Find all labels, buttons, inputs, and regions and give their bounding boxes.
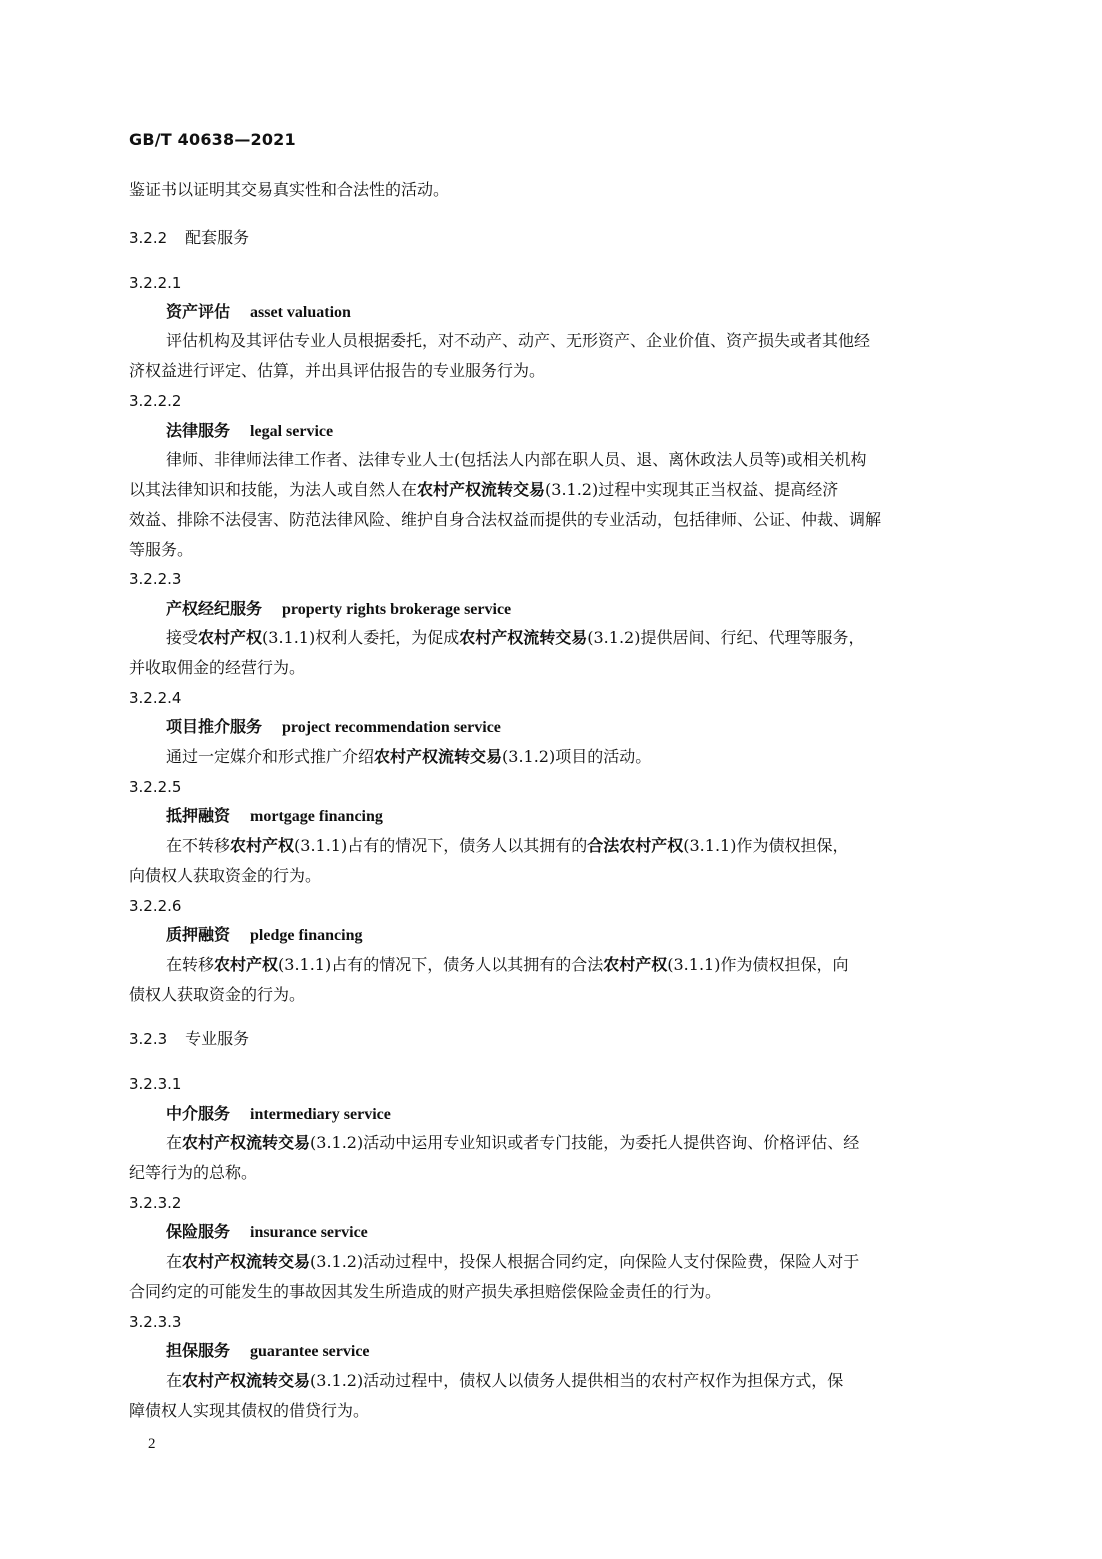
term-number: 3.2.3.1: [129, 1075, 182, 1093]
term-number: 3.2.2.1: [129, 274, 182, 292]
term-heading: [166, 421, 989, 442]
section-title: 专业服务: [185, 1029, 250, 1048]
term-reference: 农村产权流转交易: [374, 747, 503, 766]
term-en: mortgage financing: [250, 808, 383, 825]
term-cn: 保险服务: [166, 1222, 231, 1241]
definition-line: 纪等行为的总称。: [129, 1163, 258, 1182]
definition-line: 以其法律知识和技能，为法人或自然人在农村产权流转交易(3.1.2)过程中实现其正当权益、提高经济: [129, 480, 839, 499]
definition-line: 障债权人实现其债权的借贷行为。: [129, 1401, 370, 1420]
definition-line: 在农村产权流转交易(3.1.2)活动过程中，投保人根据合同约定，向保险人支付保险费，保险人对于: [166, 1252, 860, 1271]
definition-line: 效益、排除不法侵害、防范法律风险、维护自身合法权益而提供的专业活动，包括律师、公证、仲裁、调解: [129, 510, 882, 529]
term-en: intermediary service: [250, 1106, 391, 1123]
term-number: 3.2.3.2: [129, 1194, 182, 1212]
term-en: asset valuation: [250, 304, 351, 321]
section-number: 3.2.2: [129, 229, 168, 247]
term-heading: [166, 1104, 989, 1125]
term-heading: [166, 925, 989, 946]
term-reference: 农村产权: [198, 628, 263, 647]
page-number: 2: [148, 1436, 156, 1452]
definition-line: 评估机构及其评估专业人员根据委托，对不动产、动产、无形资产、企业价值、资产损失或者其他经: [166, 331, 871, 350]
term-number: 3.2.2.4: [129, 689, 182, 707]
intro-line: 鉴证书以证明其交易真实性和合法性的活动。: [129, 180, 450, 199]
term-reference: 农村产权: [603, 955, 668, 974]
definition-line: 等服务。: [129, 540, 194, 559]
definition-line: 在农村产权流转交易(3.1.2)活动中运用专业知识或者专门技能，为委托人提供咨询、价格评估、经: [166, 1133, 860, 1152]
term-reference: 农村产权流转交易: [182, 1371, 311, 1390]
term-reference: 农村产权: [230, 836, 295, 855]
term-en: legal service: [250, 423, 334, 440]
term-heading: [166, 1341, 989, 1362]
term-reference: 合法农村产权: [587, 836, 684, 855]
definition-line: 并收取佣金的经营行为。: [129, 658, 306, 677]
section-heading-3-2-2: [129, 228, 989, 248]
term-number: 3.2.2.3: [129, 570, 182, 588]
section-number: 3.2.3: [129, 1030, 168, 1048]
term-cn: 法律服务: [166, 421, 231, 440]
term-heading: [166, 806, 989, 827]
term-cn: 质押融资: [166, 925, 231, 944]
term-cn: 产权经纪服务: [166, 599, 263, 618]
definition-line: 律师、非律师法律工作者、法律专业人士(包括法人内部在职人员、退、离休政法人员等)或相关机构: [166, 450, 867, 469]
section-heading-3-2-3: [129, 1029, 989, 1049]
term-en: project recommendation service: [282, 719, 501, 736]
term-cn: 抵押融资: [166, 806, 231, 825]
definition-line: 通过一定媒介和形式推广介绍农村产权流转交易(3.1.2)项目的活动。: [166, 747, 652, 766]
term-reference: 农村产权流转交易: [417, 480, 546, 499]
term-cn: 中介服务: [166, 1104, 231, 1123]
term-en: guarantee service: [250, 1343, 370, 1360]
term-reference: 农村产权流转交易: [182, 1252, 311, 1271]
term-heading: [166, 717, 989, 738]
term-en: pledge financing: [250, 927, 363, 944]
term-number: 3.2.2.2: [129, 392, 182, 410]
definition-line: 向债权人获取资金的行为。: [129, 866, 322, 885]
term-number: 3.2.3.3: [129, 1313, 182, 1331]
term-heading: [166, 302, 989, 323]
definition-line: 合同约定的可能发生的事故因其发生所造成的财产损失承担赔偿保险金责任的行为。: [129, 1282, 722, 1301]
definition-line: 债权人获取资金的行为。: [129, 985, 306, 1004]
term-cn: 资产评估: [166, 302, 231, 321]
section-title: 配套服务: [185, 228, 250, 247]
term-en: property rights brokerage service: [282, 601, 512, 618]
term-cn: 项目推介服务: [166, 717, 263, 736]
term-number: 3.2.2.5: [129, 778, 182, 796]
definition-line: 在农村产权流转交易(3.1.2)活动过程中，债权人以债务人提供相当的农村产权作为担保方式，保: [166, 1371, 844, 1390]
term-reference: 农村产权流转交易: [182, 1133, 311, 1152]
term-reference: 农村产权流转交易: [459, 628, 588, 647]
term-heading: [166, 599, 989, 620]
definition-line: 在转移农村产权(3.1.1)占有的情况下，债务人以其拥有的合法农村产权(3.1.1)作为债权担保，向: [166, 955, 849, 974]
term-reference: 农村产权: [214, 955, 279, 974]
definition-line: 接受农村产权(3.1.1)权利人委托，为促成农村产权流转交易(3.1.2)提供居间、行纪、代理等服务，: [166, 628, 865, 647]
definition-line: 济权益进行评定、估算，并出具评估报告的专业服务行为。: [129, 361, 546, 380]
term-en: insurance service: [250, 1224, 368, 1241]
standard-id-header: GB/T 40638—2021: [129, 130, 296, 149]
term-heading: [166, 1222, 989, 1243]
term-number: 3.2.2.6: [129, 897, 182, 915]
term-cn: 担保服务: [166, 1341, 231, 1360]
definition-line: 在不转移农村产权(3.1.1)占有的情况下，债务人以其拥有的合法农村产权(3.1.1)作为债权担保，: [166, 836, 849, 855]
